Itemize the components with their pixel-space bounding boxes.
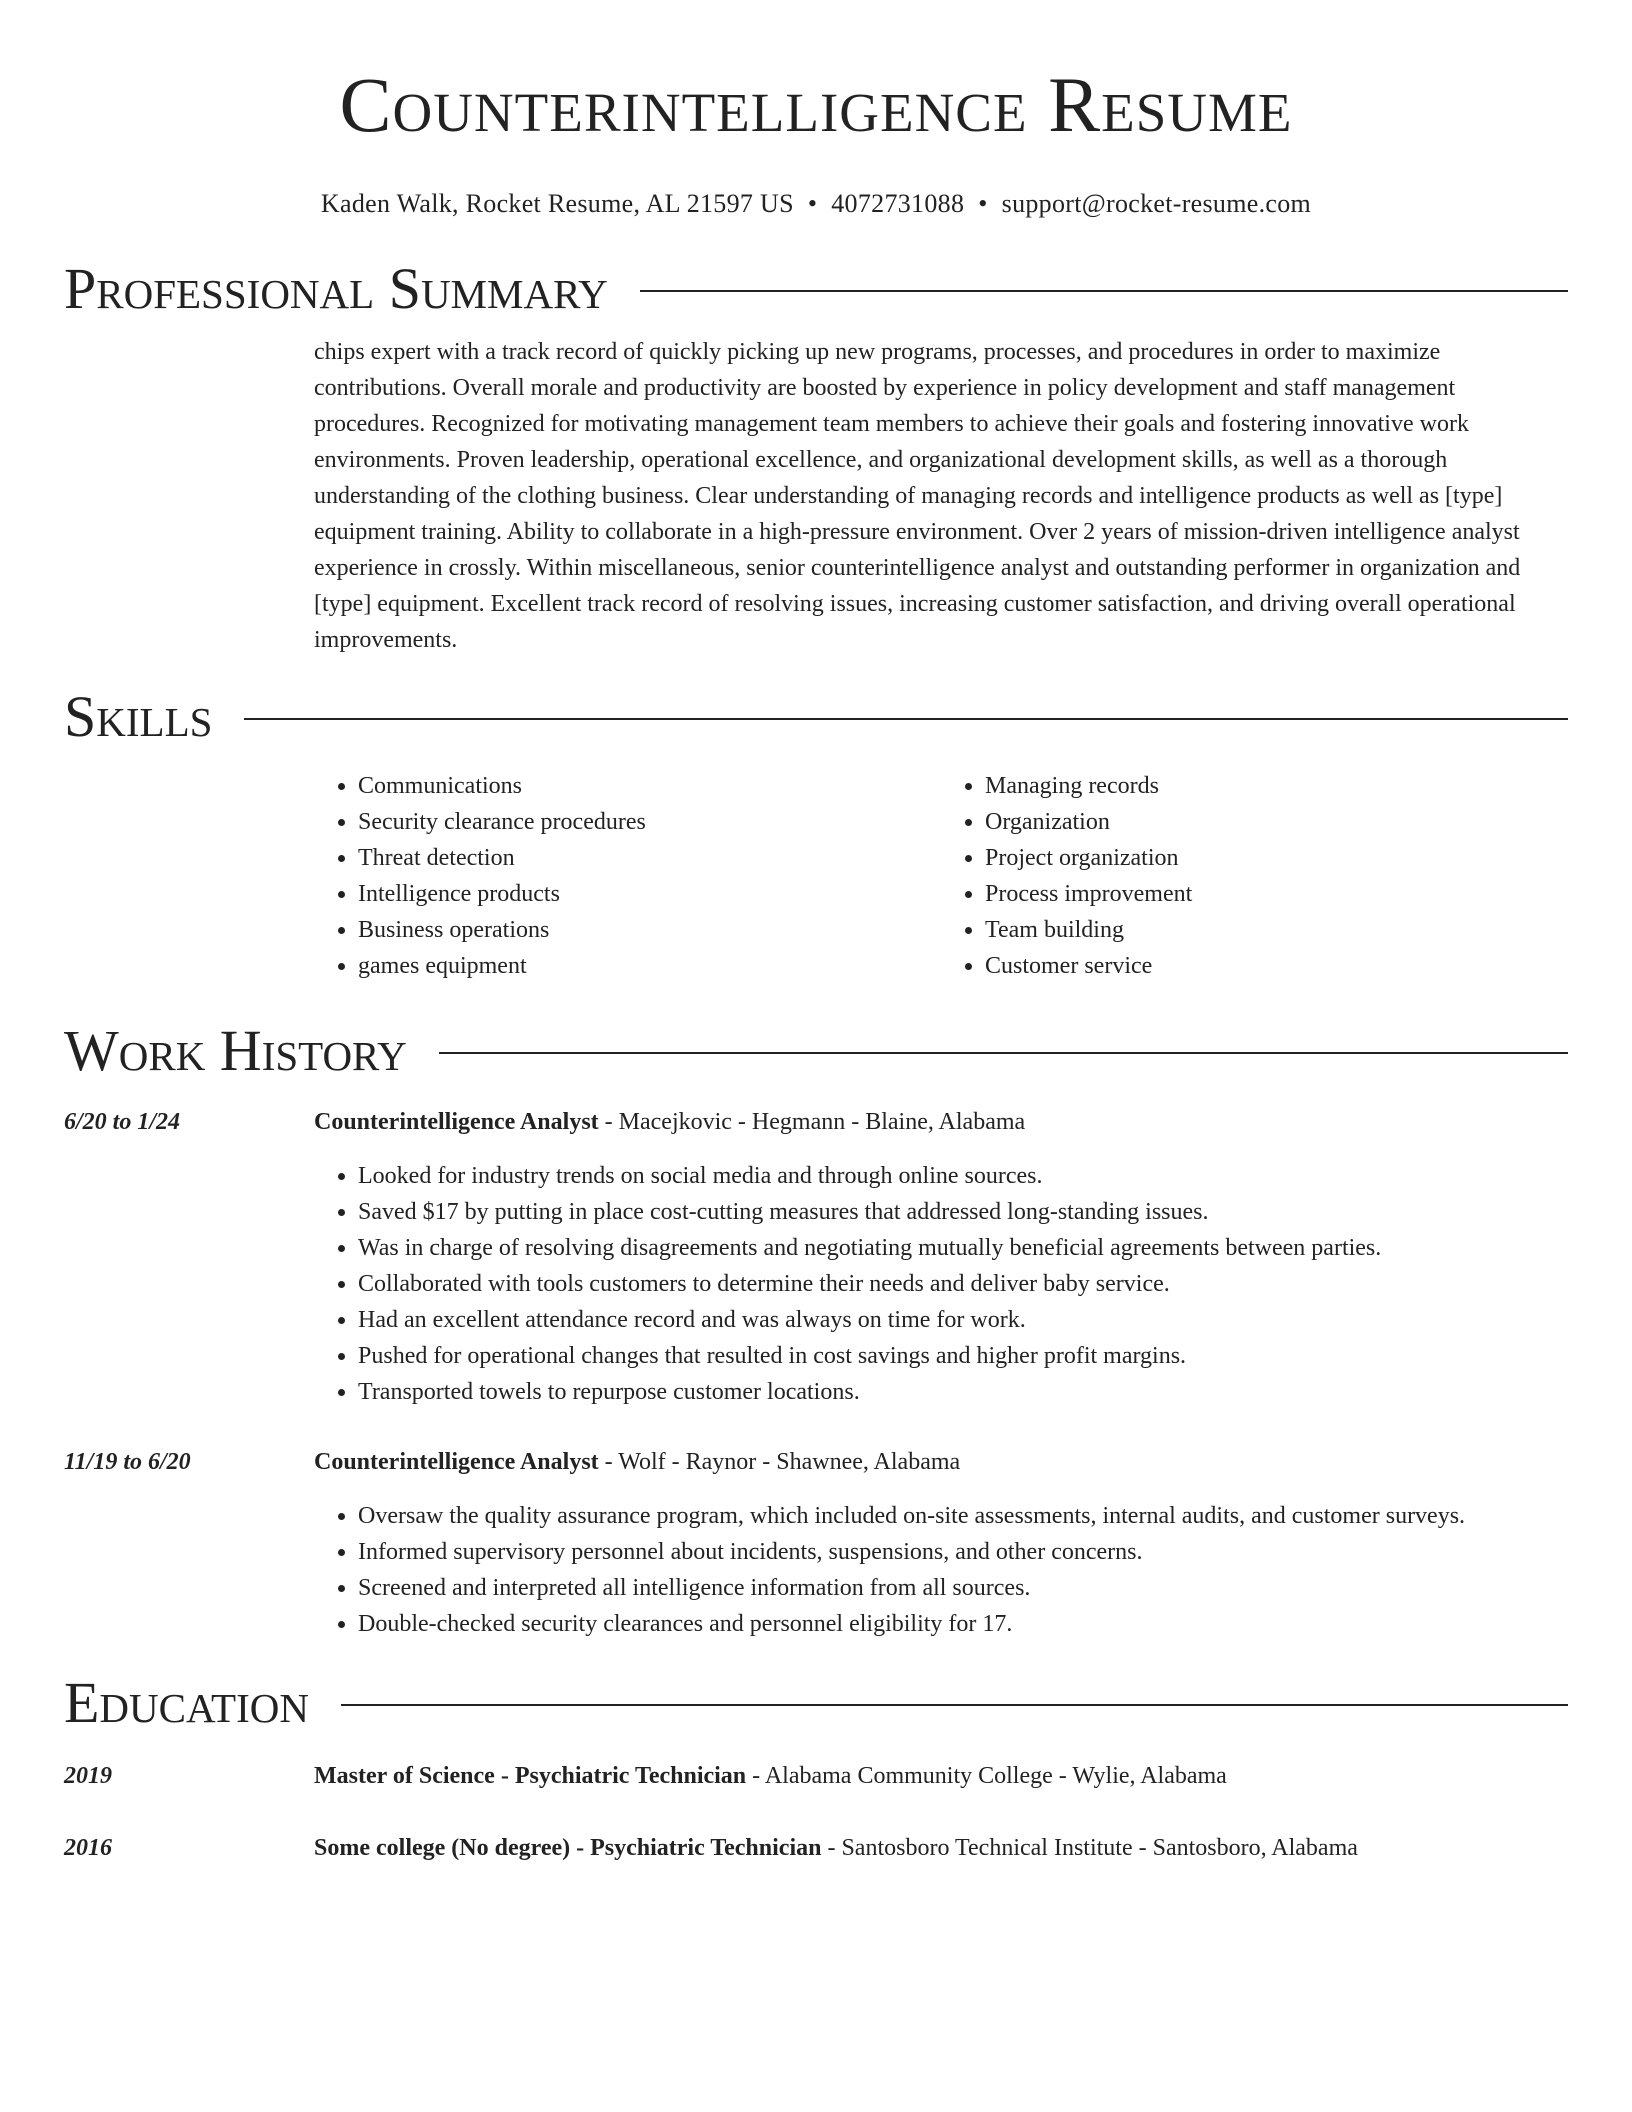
job-employer: - Wolf - Raynor - Shawnee, Alabama — [598, 1449, 961, 1475]
job-title: Counterintelligence Analyst — [314, 1109, 599, 1135]
education-year: 2016 — [64, 1835, 112, 1861]
skill-item: • Organization — [985, 804, 1568, 840]
section-divider — [244, 718, 1568, 720]
job-bullet: • Collaborated with tools customers to determine their needs and deliver baby service. — [358, 1266, 1568, 1302]
job-entry — [64, 1444, 1568, 1642]
skills-list-left — [314, 768, 941, 984]
section-divider — [640, 290, 1568, 292]
job-bullet: • Screened and interpreted all intelligence information from all sources. — [358, 1570, 1568, 1606]
contact-address: Kaden Walk, Rocket Resume, AL 21597 US — [320, 189, 794, 218]
resume-title: Counterintelligence Resume — [339, 61, 1293, 148]
skill-item: • Security clearance procedures — [358, 804, 941, 840]
skill-item: • Process improvement — [985, 876, 1568, 912]
education-degree: Some college (No degree) - Psychiatric Technician — [314, 1835, 822, 1861]
education-entry — [64, 1758, 1568, 1794]
job-bullet: • Informed supervisory personnel about incidents, suspensions, and other concerns. — [358, 1534, 1568, 1570]
skill-item: • Project organization — [985, 840, 1568, 876]
job-bullet: • Was in charge of resolving disagreements and negotiating mutually beneficial agreements between parties. — [358, 1230, 1568, 1266]
skill-item: • Threat detection — [358, 840, 941, 876]
education-school: - Alabama Community College - Wylie, Alabama — [746, 1763, 1227, 1789]
skill-item: • Team building — [985, 912, 1568, 948]
contact-email: support@rocket-resume.com — [1001, 189, 1312, 218]
skill-item: • Intelligence products — [358, 876, 941, 912]
job-title: Counterintelligence Analyst — [314, 1449, 599, 1475]
job-dates: 6/20 to 1/24 — [64, 1109, 181, 1135]
work-heading: Work History — [64, 1018, 407, 1083]
skills-section-header — [64, 684, 1568, 750]
job-employer: - Macejkovic - Hegmann - Blaine, Alabama — [598, 1109, 1026, 1135]
resume-page — [64, 0, 1568, 1866]
education-entry — [64, 1830, 1568, 1866]
education-line — [314, 1758, 1227, 1794]
section-divider — [341, 1704, 1568, 1706]
job-header — [64, 1104, 1568, 1140]
job-bullets — [314, 1498, 1568, 1642]
job-details — [314, 1498, 1568, 1642]
job-bullet: • Looked for industry trends on social media and through online sources. — [358, 1158, 1568, 1194]
skills-list-right — [941, 768, 1568, 984]
education-heading: Education — [64, 1670, 309, 1735]
job-bullet: • Had an excellent attendance record and was always on time for work. — [358, 1302, 1568, 1338]
education-section-header — [64, 1670, 1568, 1736]
job-dates: 11/19 to 6/20 — [64, 1449, 191, 1475]
education-year: 2019 — [64, 1763, 112, 1789]
job-bullet: • Pushed for operational changes that resulted in cost savings and higher profit margins. — [358, 1338, 1568, 1374]
summary-section — [314, 334, 1568, 658]
job-bullet: • Transported towels to repurpose customer locations. — [358, 1374, 1568, 1410]
job-bullet: • Saved $17 by putting in place cost-cutting measures that addressed long-standing issues. — [358, 1194, 1568, 1230]
section-divider — [439, 1052, 1568, 1054]
skill-item: • Communications — [358, 768, 941, 804]
job-header — [64, 1444, 1568, 1480]
skill-item: • Managing records — [985, 768, 1568, 804]
skills-section — [314, 768, 1568, 984]
work-section-header — [64, 1018, 1568, 1084]
contact-phone: 4072731088 — [831, 189, 965, 218]
job-bullet: • Oversaw the quality assurance program, which included on-site assessments, internal audits, and customer surveys. — [358, 1498, 1568, 1534]
skills-heading: Skills — [64, 684, 213, 749]
contact-separator: • — [807, 189, 818, 218]
education-school: - Santosboro Technical Institute - Santosboro, Alabama — [821, 1835, 1358, 1861]
skill-item: • games equipment — [358, 948, 941, 984]
job-details — [314, 1158, 1568, 1410]
contact-separator: • — [978, 189, 988, 218]
job-bullet: • Double-checked security clearances and personnel eligibility for 17. — [358, 1606, 1568, 1642]
skill-item: • Customer service — [985, 948, 1568, 984]
education-degree: Master of Science - Psychiatric Technician — [314, 1763, 747, 1789]
job-entry — [64, 1104, 1568, 1410]
summary-heading: Professional Summary — [64, 256, 608, 321]
skill-item: • Business operations — [358, 912, 941, 948]
job-bullets — [314, 1158, 1568, 1410]
education-line — [314, 1830, 1358, 1866]
summary-text: chips expert with a track record of quickly picking up new programs, processes, and procedures in order to maximize contributions. Overall morale and productivity are boosted by experience in policy development and staff management procedures. Recognized for motivating management team members to achieve their goals and fostering innovative work environments. Proven leadership, operational excellence, and organizational development skills, as well as a thorough understanding of the clothing business. Clear understanding of managing records and intelligence products as well as [type] equipment training. Ability to collaborate in a high-pressure environment. Over 2 years of mission-driven intelligence analyst experience in crossly. Within miscellaneous, senior counterintelligence analyst and outstanding performer in organization and [type] equipment. Excellent track record of resolving issues, increasing customer satisfaction, and driving overall operational improvements. — [314, 339, 1521, 653]
job-title-line — [314, 1444, 960, 1480]
contact-line — [64, 188, 1568, 220]
job-title-line — [314, 1104, 1025, 1140]
summary-section-header — [64, 256, 1568, 322]
